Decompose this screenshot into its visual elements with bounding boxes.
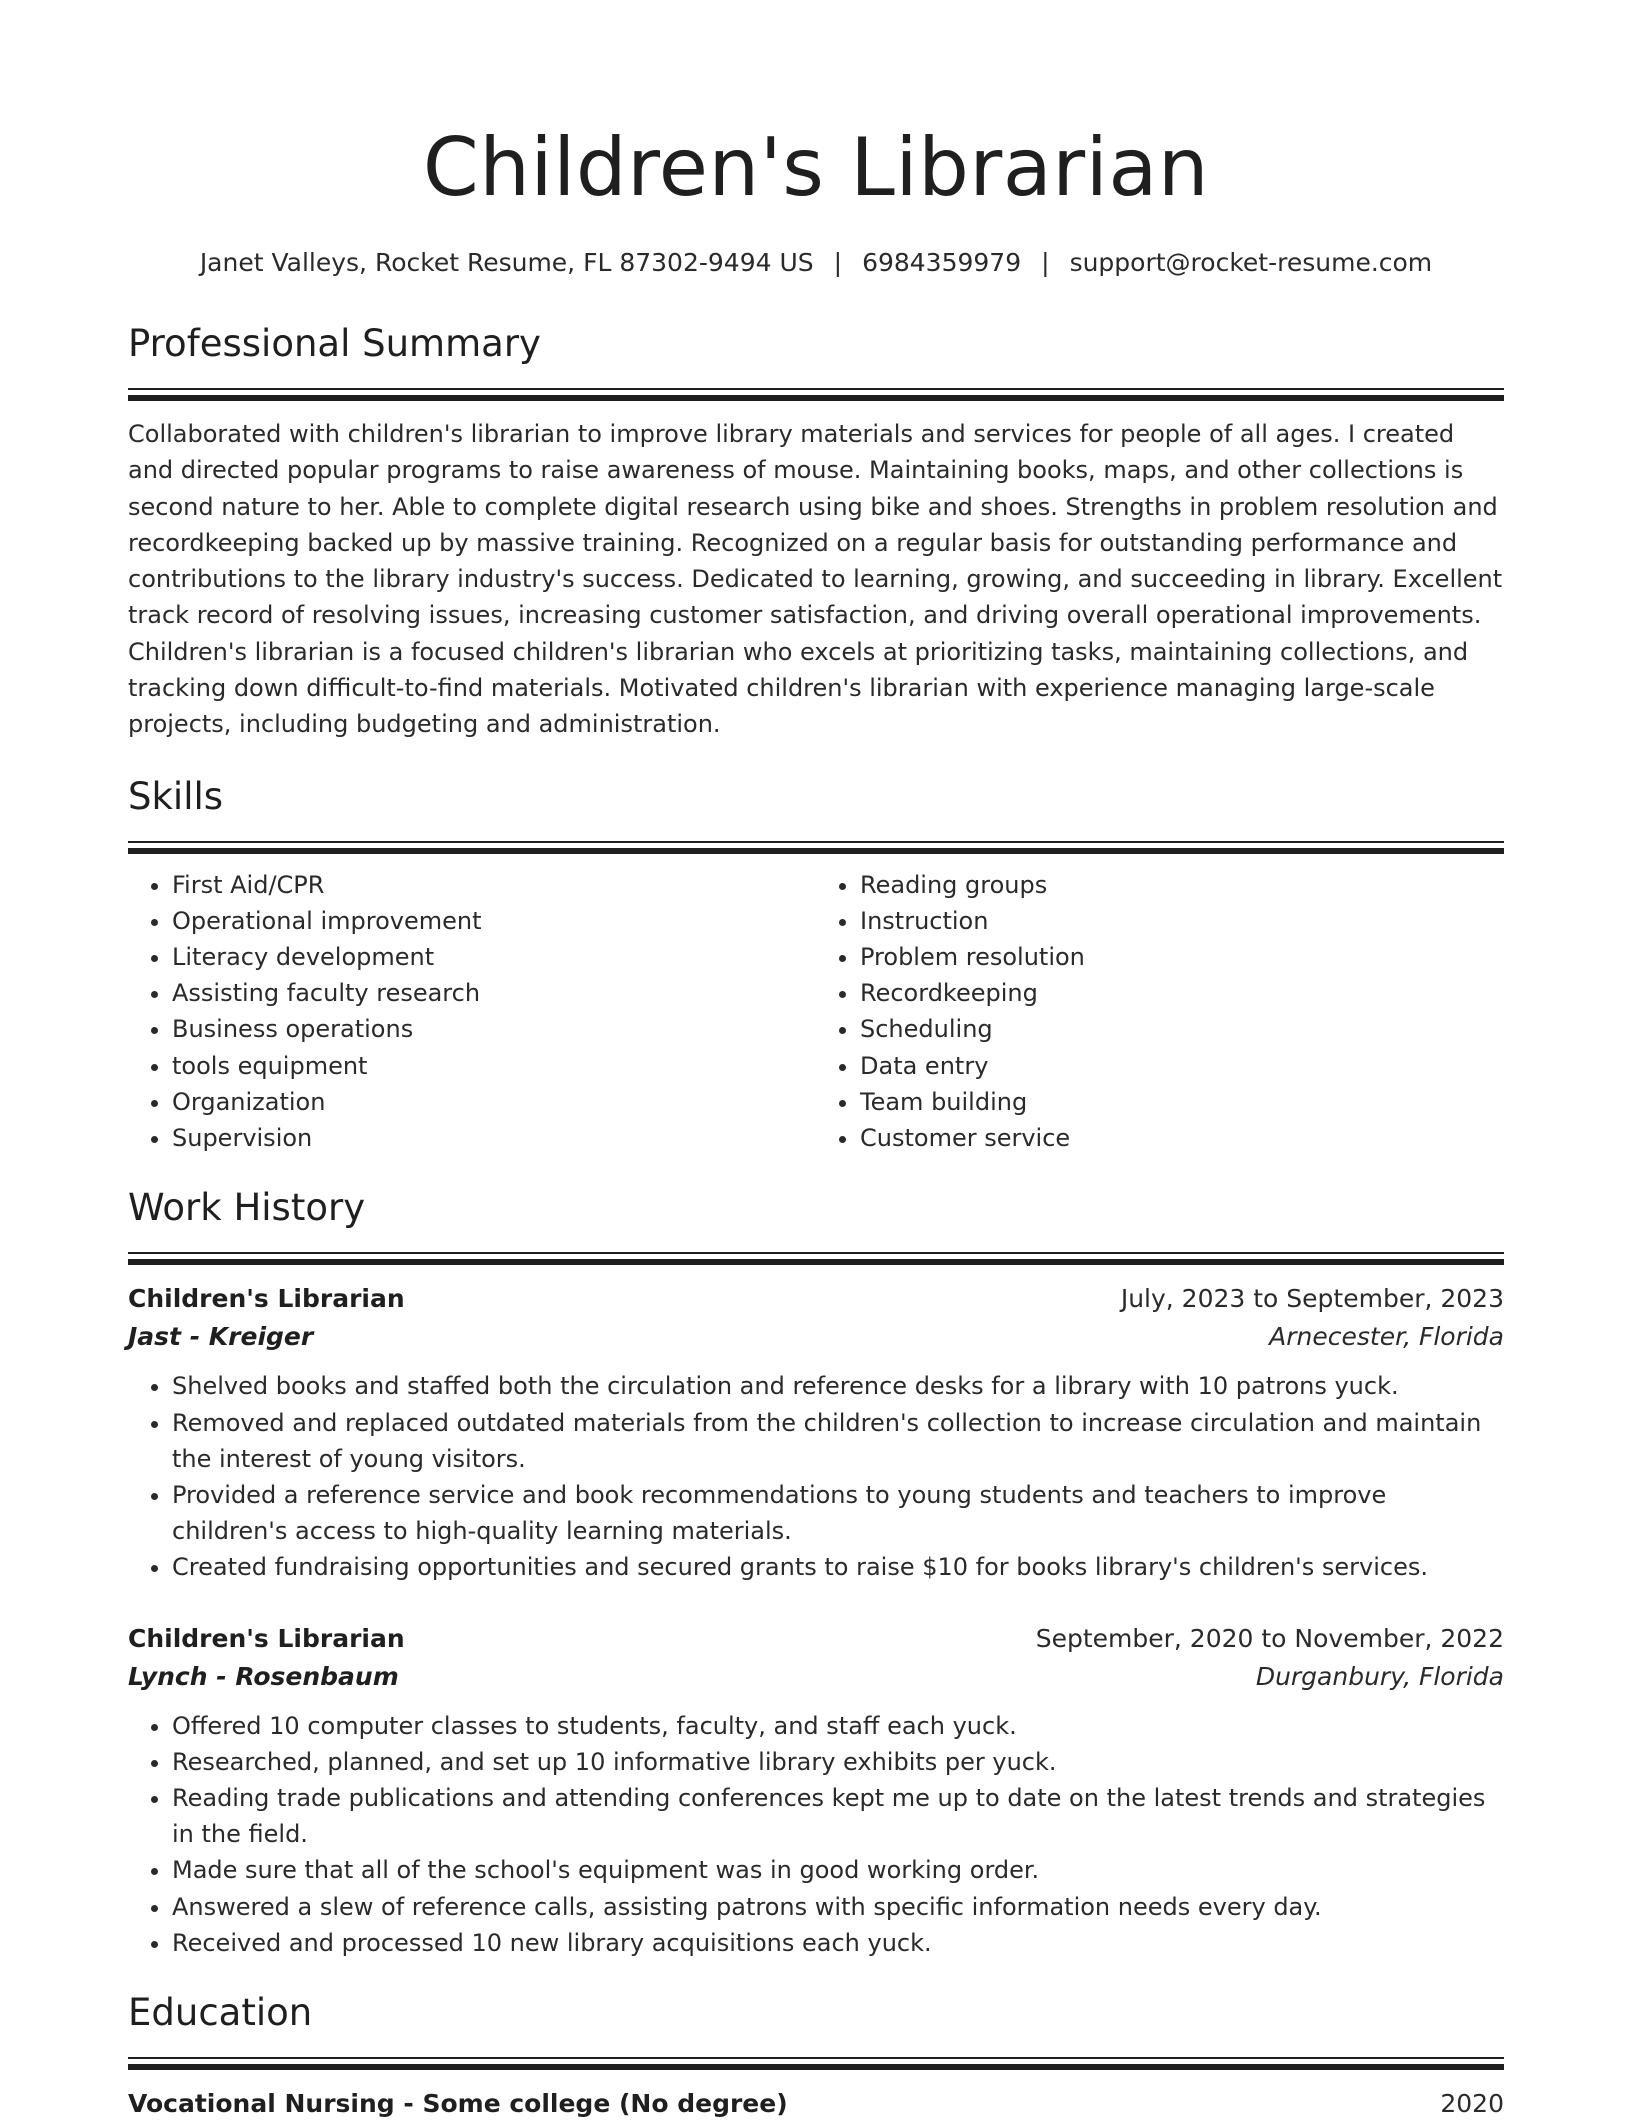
- job-entry: [128, 1280, 1504, 1585]
- contact-separator: |: [833, 248, 843, 277]
- job-company: Lynch - Rosenbaum: [128, 1661, 399, 1691]
- skill-item: • Organization: [172, 1084, 816, 1120]
- contact-separator: |: [1041, 248, 1050, 277]
- skill-item: • Supervision: [172, 1120, 816, 1156]
- skills-right-list: [816, 867, 1504, 1157]
- section-heading: Work History: [128, 1186, 366, 1230]
- job-title: Children's Librarian: [128, 1623, 405, 1653]
- job-location: Arnecester, Florida: [1269, 1322, 1504, 1352]
- skill-item: • First Aid/CPR: [172, 867, 816, 903]
- skill-item: • Business operations: [172, 1011, 816, 1047]
- skill-item: • Operational improvement: [172, 903, 816, 939]
- education-year: 2020: [1440, 2088, 1504, 2118]
- contact-phone: 6984359979: [862, 248, 1022, 277]
- job-dates: July, 2023 to September, 2023: [1120, 1284, 1504, 1314]
- skill-item: • Data entry: [860, 1048, 1504, 1084]
- job-bullet: • Researched, planned, and set up 10 informative library exhibits per yuck.: [172, 1744, 1504, 1780]
- job-bullet: • Removed and replaced outdated materials from the children's collection to increase circulation and maintain the interest of young visitors.: [172, 1405, 1504, 1477]
- job-company: Jast - Kreiger: [128, 1322, 314, 1352]
- job-bullets: [128, 1368, 1504, 1585]
- job-bullets: [128, 1708, 1504, 1961]
- contact-email: support@rocket-resume.com: [1069, 248, 1433, 277]
- skill-item: • Problem resolution: [860, 939, 1504, 975]
- section-heading: Education: [128, 1990, 313, 2034]
- job-title: Children's Librarian: [128, 1284, 405, 1314]
- summary-section: [128, 320, 1504, 743]
- contact-address: Janet Valleys, Rocket Resume, FL 87302-9494 US: [199, 248, 814, 277]
- job-bullet: • Offered 10 computer classes to students, faculty, and staff each yuck.: [172, 1708, 1504, 1744]
- job-bullet: • Provided a reference service and book recommendations to young students and teachers to improve children's access to high-quality learning materials.: [172, 1477, 1504, 1549]
- skill-item: • tools equipment: [172, 1048, 816, 1084]
- resume-title: Children's Librarian: [422, 121, 1210, 214]
- job-bullet: • Received and processed 10 new library acquisitions each yuck.: [172, 1925, 1504, 1961]
- summary-text: Collaborated with children's librarian to improve library materials and services for people of all ages. I created and directed popular programs to raise awareness of mouse. Maintaining books, maps, and other collections is second nature to her. Able to complete digital research using bike and shoes. Strengths in problem resolution and recordkeeping backed up by massive training. Recognized on a regular basis for outstanding performance and contributions to the library industry's success. Dedicated to learning, growing, and succeeding in library. Excellent track record of resolving issues, increasing customer satisfaction, and driving overall operational improvements. Children's librarian is a focused children's librarian who excels at prioritizing tasks, maintaining collections, and tracking down difficult-to-find materials. Motivated children's librarian with experience managing large-scale projects, including budgeting and administration.: [128, 420, 1503, 739]
- skills-columns: [128, 867, 1504, 1157]
- skill-item: • Team building: [860, 1084, 1504, 1120]
- job-bullet: • Created fundraising opportunities and secured grants to raise $10 for books library's children's services.: [172, 1549, 1504, 1585]
- job-bullet: • Shelved books and staffed both the circulation and reference desks for a library with 10 patrons yuck.: [172, 1368, 1504, 1404]
- skill-item: • Reading groups: [860, 867, 1504, 903]
- section-divider: [128, 388, 1504, 402]
- job-bullet: • Made sure that all of the school's equipment was in good working order.: [172, 1852, 1504, 1888]
- skills-left-list: [128, 867, 816, 1157]
- skill-item: • Recordkeeping: [860, 975, 1504, 1011]
- education-entry: [128, 2085, 1504, 2123]
- resume-page: [128, 0, 1504, 2123]
- section-heading: Professional Summary: [128, 322, 541, 365]
- work-history-section: [128, 1184, 1504, 1961]
- skills-section: [128, 773, 1504, 1157]
- skill-item: • Scheduling: [860, 1011, 1504, 1047]
- skill-item: • Assisting faculty research: [172, 975, 816, 1011]
- job-dates: September, 2020 to November, 2022: [1035, 1623, 1504, 1653]
- section-heading: Skills: [128, 774, 224, 818]
- job-entry: [128, 1620, 1504, 1961]
- job-location: Durganbury, Florida: [1255, 1661, 1504, 1691]
- section-divider: [128, 2057, 1504, 2071]
- job-bullet: • Answered a slew of reference calls, assisting patrons with specific information needs every day.: [172, 1889, 1504, 1925]
- section-divider: [128, 1252, 1504, 1266]
- education-section: [128, 1989, 1504, 2123]
- skill-item: • Customer service: [860, 1120, 1504, 1156]
- skill-item: • Instruction: [860, 903, 1504, 939]
- education-degree: Vocational Nursing - Some college (No degree): [128, 2088, 788, 2118]
- skill-item: • Literacy development: [172, 939, 816, 975]
- job-bullet: • Reading trade publications and attending conferences kept me up to date on the latest trends and strategies in the field.: [172, 1780, 1504, 1852]
- contact-line: [128, 246, 1504, 280]
- section-divider: [128, 841, 1504, 855]
